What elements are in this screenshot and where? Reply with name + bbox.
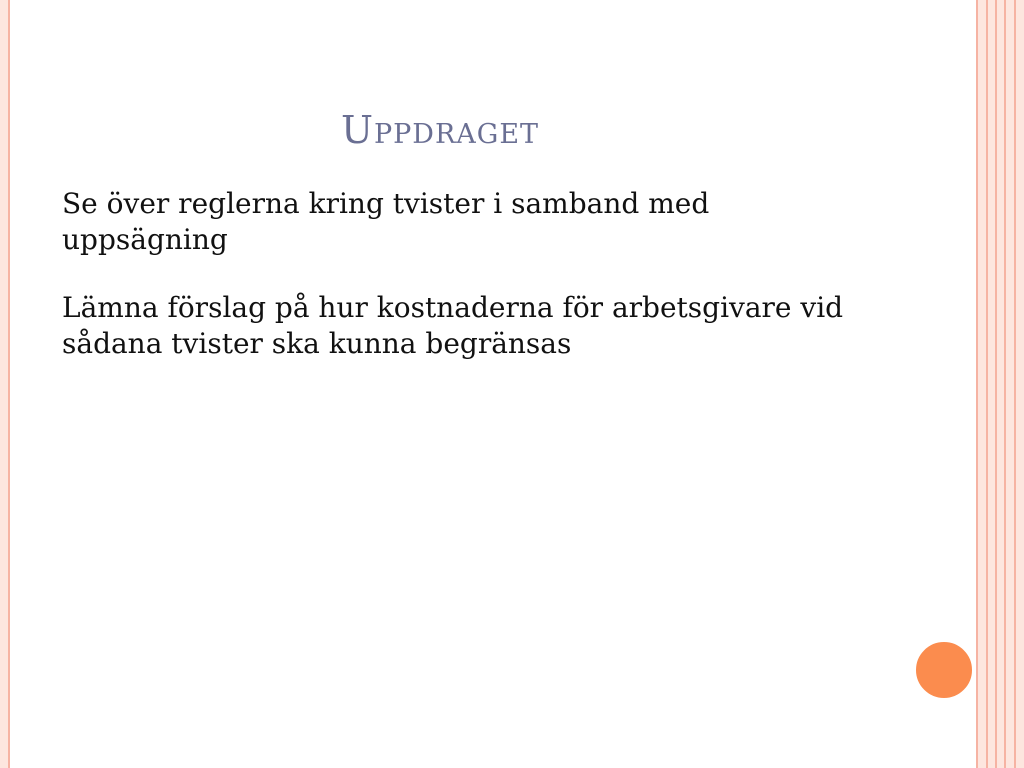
right-border-line: [1014, 0, 1016, 768]
slide-body: [62, 186, 882, 394]
body-paragraph: Lämna förslag på hur kostnaderna för arbetsgivare vid sådana tvister ska kunna begränsas: [62, 291, 844, 360]
body-paragraph: Se över reglerna kring tvister i samband med uppsägning: [62, 187, 710, 256]
accent-dot-icon: [913, 639, 975, 701]
right-border-line: [1004, 0, 1006, 768]
right-border-line: [995, 0, 997, 768]
right-border-decoration: [976, 0, 1024, 768]
left-border-decoration: [0, 0, 10, 768]
right-border-line: [986, 0, 988, 768]
slide-title: Uppdraget: [340, 108, 540, 152]
